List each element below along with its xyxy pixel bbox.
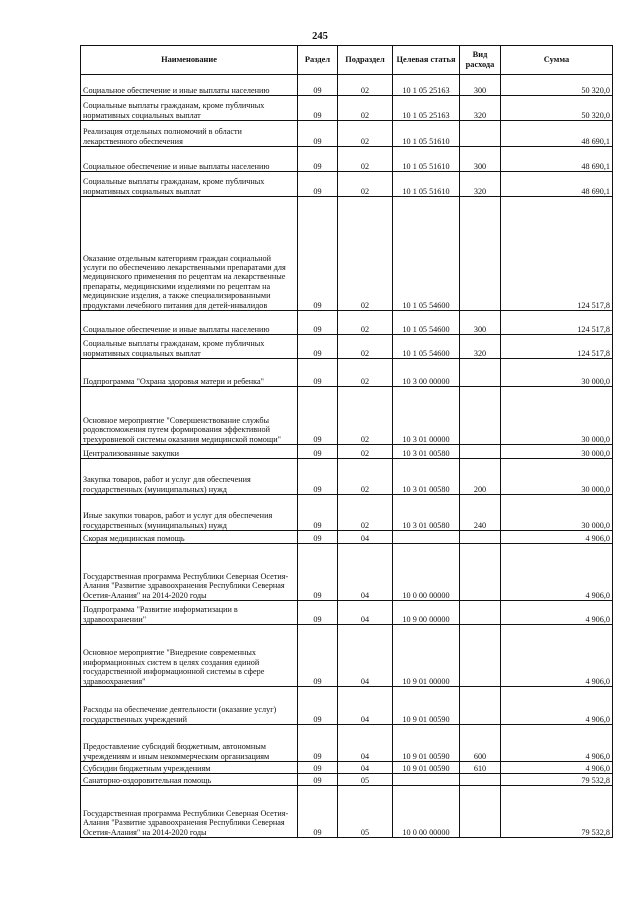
row-name: Закупка товаров, работ и услуг для обеспечения государственных (муниципальных) нужд: [81, 459, 298, 495]
row-name: Скорая медицинская помощь: [81, 531, 298, 544]
row-name: Основное мероприятие "Совершенствование службы родовспоможения путем формирования эффективной трехуровневой системы оказания медицинской помощи": [81, 387, 298, 445]
row-target: 10 9 01 00590: [393, 725, 460, 762]
header-name: Наименование: [81, 46, 298, 75]
row-expense-type: 240: [460, 495, 501, 531]
table-row: [81, 531, 613, 544]
table-row: [81, 495, 613, 531]
row-sum: 30 000,0: [501, 387, 613, 445]
row-subsection: 04: [338, 762, 393, 774]
row-target: [393, 774, 460, 786]
row-name: Социальные выплаты гражданам, кроме публичных нормативных социальных выплат: [81, 335, 298, 359]
row-expense-type: 200: [460, 459, 501, 495]
row-expense-type: [460, 197, 501, 311]
row-section: 09: [298, 197, 338, 311]
row-name: Санаторно-оздоровительная помощь: [81, 774, 298, 786]
page-number: 245: [312, 31, 328, 42]
row-subsection: 05: [338, 774, 393, 786]
row-subsection: 04: [338, 687, 393, 725]
row-target: 10 3 01 00580: [393, 495, 460, 531]
row-name: Социальное обеспечение и иные выплаты населению: [81, 75, 298, 96]
row-section: 09: [298, 121, 338, 147]
row-sum: 48 690,1: [501, 172, 613, 197]
row-sum: 124 517,8: [501, 197, 613, 311]
row-name: Основное мероприятие "Внедрение современных информационных систем в целях создания единой государственной информационной системы в сфере здравоохранения": [81, 625, 298, 687]
row-name: Социальные выплаты гражданам, кроме публичных нормативных социальных выплат: [81, 172, 298, 197]
row-subsection: 04: [338, 725, 393, 762]
row-subsection: 04: [338, 531, 393, 544]
table-row: [81, 687, 613, 725]
row-target: 10 3 01 00580: [393, 459, 460, 495]
table-row: [81, 445, 613, 459]
row-expense-type: 300: [460, 147, 501, 172]
table-row: [81, 459, 613, 495]
row-sum: 4 906,0: [501, 531, 613, 544]
row-target: 10 0 00 00000: [393, 786, 460, 838]
row-section: 09: [298, 147, 338, 172]
row-subsection: 02: [338, 311, 393, 335]
row-subsection: 05: [338, 786, 393, 838]
row-expense-type: [460, 601, 501, 625]
row-name: Социальные выплаты гражданам, кроме публичных нормативных социальных выплат: [81, 96, 298, 121]
row-section: 09: [298, 172, 338, 197]
row-name: Оказание отдельным категориям граждан социальной услуги по обеспечению лекарственными препаратами для медицинского применения по рецептам на лекарственные препараты, медицинскими изделиями по рецептам на медицинские изделия, а также специализированными продуктами лечебного питания для детей-инвалидов: [81, 197, 298, 311]
row-target: 10 1 05 54600: [393, 311, 460, 335]
row-target: 10 1 05 54600: [393, 197, 460, 311]
row-name: Государственная программа Республики Северная Осетия-Алания "Развитие здравоохранения Республики Северная Осетия-Алания" на 2014-2020 годы: [81, 786, 298, 838]
row-section: 09: [298, 687, 338, 725]
table-row: [81, 625, 613, 687]
row-section: 09: [298, 359, 338, 387]
row-section: 09: [298, 96, 338, 121]
row-target: 10 3 01 00580: [393, 445, 460, 459]
row-section: 09: [298, 387, 338, 445]
row-target: 10 9 01 00590: [393, 687, 460, 725]
row-section: 09: [298, 762, 338, 774]
row-sum: 30 000,0: [501, 459, 613, 495]
row-expense-type: [460, 531, 501, 544]
row-target: 10 3 01 00000: [393, 387, 460, 445]
row-section: 09: [298, 786, 338, 838]
row-expense-type: [460, 121, 501, 147]
row-section: 09: [298, 311, 338, 335]
table-row: [81, 147, 613, 172]
row-subsection: 02: [338, 335, 393, 359]
row-sum: 4 906,0: [501, 687, 613, 725]
row-expense-type: 300: [460, 311, 501, 335]
budget-table: [80, 45, 613, 838]
row-expense-type: 320: [460, 96, 501, 121]
row-subsection: 02: [338, 445, 393, 459]
row-expense-type: [460, 774, 501, 786]
row-section: 09: [298, 495, 338, 531]
table-row: [81, 75, 613, 96]
table-row: [81, 311, 613, 335]
row-name: Централизованные закупки: [81, 445, 298, 459]
table-row: [81, 197, 613, 311]
row-subsection: 02: [338, 197, 393, 311]
row-subsection: 02: [338, 387, 393, 445]
row-target: 10 1 05 51610: [393, 147, 460, 172]
table-row: [81, 172, 613, 197]
row-expense-type: [460, 387, 501, 445]
row-section: 09: [298, 774, 338, 786]
row-name: Государственная программа Республики Северная Осетия-Алания "Развитие здравоохранения Республики Северная Осетия-Алания" на 2014-2020 годы: [81, 544, 298, 601]
row-sum: 4 906,0: [501, 544, 613, 601]
row-expense-type: [460, 687, 501, 725]
row-name: Расходы на обеспечение деятельности (оказание услуг) государственных учреждений: [81, 687, 298, 725]
row-target: 10 1 05 54600: [393, 335, 460, 359]
row-subsection: 02: [338, 459, 393, 495]
row-expense-type: [460, 359, 501, 387]
row-name: Иные закупки товаров, работ и услуг для обеспечения государственных (муниципальных) нужд: [81, 495, 298, 531]
row-target: 10 9 01 00590: [393, 762, 460, 774]
row-sum: 79 532,8: [501, 774, 613, 786]
row-subsection: 02: [338, 75, 393, 96]
row-section: 09: [298, 625, 338, 687]
header-expense-type: Вид расхода: [460, 46, 501, 75]
table-row: [81, 774, 613, 786]
row-expense-type: 320: [460, 172, 501, 197]
row-name: Реализация отдельных полномочий в области лекарственного обеспечения: [81, 121, 298, 147]
header-subsection: Подраздел: [338, 46, 393, 75]
row-target: 10 1 05 25163: [393, 75, 460, 96]
row-sum: 4 906,0: [501, 725, 613, 762]
row-subsection: 02: [338, 96, 393, 121]
row-subsection: 04: [338, 544, 393, 601]
row-sum: 4 906,0: [501, 601, 613, 625]
row-section: 09: [298, 75, 338, 96]
row-expense-type: [460, 544, 501, 601]
row-name: Субсидии бюджетным учреждениям: [81, 762, 298, 774]
row-sum: 124 517,8: [501, 311, 613, 335]
row-sum: 4 906,0: [501, 762, 613, 774]
row-target: 10 0 00 00000: [393, 544, 460, 601]
table-row: [81, 786, 613, 838]
table-row: [81, 96, 613, 121]
row-section: 09: [298, 445, 338, 459]
table-row: [81, 725, 613, 762]
row-sum: 30 000,0: [501, 495, 613, 531]
row-section: 09: [298, 601, 338, 625]
row-section: 09: [298, 725, 338, 762]
row-sum: 4 906,0: [501, 625, 613, 687]
table-row: [81, 601, 613, 625]
row-target: [393, 531, 460, 544]
row-target: 10 1 05 25163: [393, 96, 460, 121]
row-subsection: 02: [338, 495, 393, 531]
row-name: Социальное обеспечение и иные выплаты населению: [81, 147, 298, 172]
row-expense-type: 320: [460, 335, 501, 359]
table-row: [81, 762, 613, 774]
table-header-row: [81, 46, 613, 75]
table-row: [81, 121, 613, 147]
table-row: [81, 335, 613, 359]
row-sum: 50 320,0: [501, 75, 613, 96]
row-expense-type: 610: [460, 762, 501, 774]
row-section: 09: [298, 544, 338, 601]
header-target: Целевая статья: [393, 46, 460, 75]
row-subsection: 04: [338, 625, 393, 687]
row-subsection: 02: [338, 147, 393, 172]
row-expense-type: 300: [460, 75, 501, 96]
row-sum: 30 000,0: [501, 445, 613, 459]
row-expense-type: [460, 625, 501, 687]
row-target: 10 3 00 00000: [393, 359, 460, 387]
row-sum: 30 000,0: [501, 359, 613, 387]
row-section: 09: [298, 531, 338, 544]
row-sum: 50 320,0: [501, 96, 613, 121]
row-name: Подпрограмма "Охрана здоровья матери и ребенка": [81, 359, 298, 387]
row-expense-type: [460, 786, 501, 838]
header-section: Раздел: [298, 46, 338, 75]
row-subsection: 02: [338, 359, 393, 387]
row-target: 10 9 01 00000: [393, 625, 460, 687]
row-expense-type: [460, 445, 501, 459]
row-section: 09: [298, 459, 338, 495]
row-sum: 79 532,8: [501, 786, 613, 838]
row-target: 10 1 05 51610: [393, 121, 460, 147]
header-sum: Сумма: [501, 46, 613, 75]
table-row: [81, 544, 613, 601]
row-target: 10 9 00 00000: [393, 601, 460, 625]
row-name: Предоставление субсидий бюджетным, автономным учреждениям и иным некоммерческим организациям: [81, 725, 298, 762]
table-row: [81, 387, 613, 445]
row-sum: 48 690,1: [501, 147, 613, 172]
table-row: [81, 359, 613, 387]
row-subsection: 02: [338, 172, 393, 197]
row-subsection: 02: [338, 121, 393, 147]
row-sum: 48 690,1: [501, 121, 613, 147]
row-expense-type: 600: [460, 725, 501, 762]
row-name: Социальное обеспечение и иные выплаты населению: [81, 311, 298, 335]
row-target: 10 1 05 51610: [393, 172, 460, 197]
row-name: Подпрограмма "Развитие информатизации в здравоохранении": [81, 601, 298, 625]
row-sum: 124 517,8: [501, 335, 613, 359]
row-section: 09: [298, 335, 338, 359]
row-subsection: 04: [338, 601, 393, 625]
